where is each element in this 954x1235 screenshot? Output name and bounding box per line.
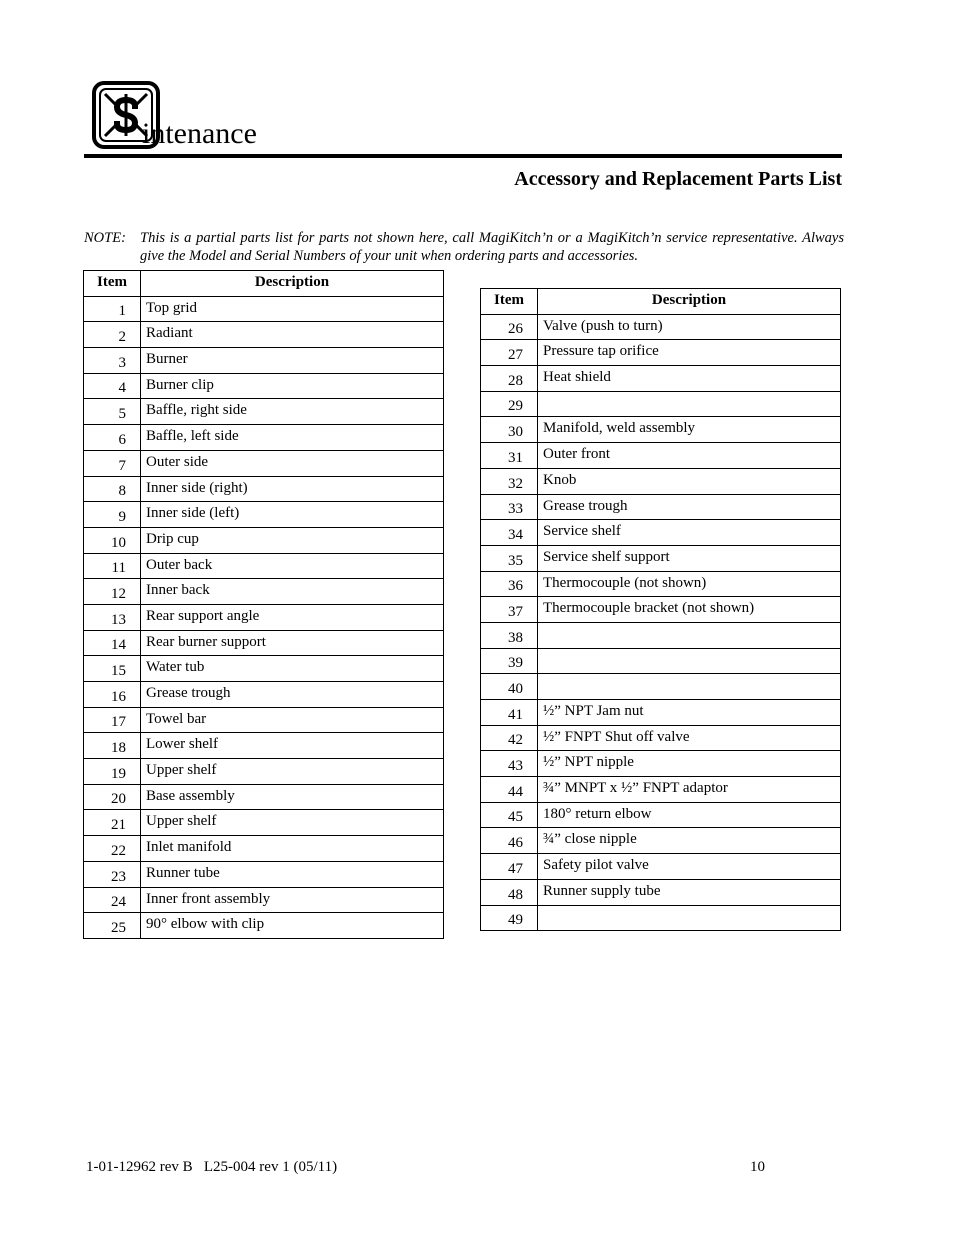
item-description: Inlet manifold [141,836,444,862]
table-row [481,700,841,726]
item-description: Grease trough [538,494,841,520]
item-number: 28 [481,366,538,392]
table-row [481,443,841,469]
footer-page-number: 10 [750,1159,765,1175]
item-number: 44 [481,777,538,803]
table-row [84,733,444,759]
item-number: 36 [481,571,538,597]
item-description: Service shelf [538,520,841,546]
item-number: 15 [84,656,141,682]
item-number: 18 [84,733,141,759]
table-row [84,759,444,785]
item-number: 22 [84,836,141,862]
parts-table-left [83,270,444,939]
table-row [481,314,841,340]
parts-table-right [480,288,841,931]
item-number: 34 [481,520,538,546]
table-row [481,545,841,571]
table-row [84,784,444,810]
item-description: Burner [141,348,444,374]
item-number: 35 [481,545,538,571]
item-number: 45 [481,802,538,828]
table-row [481,725,841,751]
item-number: 1 [84,296,141,322]
item-description: Rear burner support [141,630,444,656]
table-row [84,913,444,939]
item-number: 37 [481,597,538,623]
table-row [481,674,841,700]
item-description: Safety pilot valve [538,854,841,880]
item-number: 38 [481,622,538,648]
item-number: 48 [481,879,538,905]
item-description: Upper shelf [141,810,444,836]
item-description: ¾” MNPT x ½” FNPT adaptor [538,777,841,803]
item-description [538,391,841,417]
table-row [481,802,841,828]
item-number: 25 [84,913,141,939]
table-row [481,648,841,674]
table-row [481,777,841,803]
item-description: Inner back [141,579,444,605]
table-row [481,494,841,520]
item-number: 5 [84,399,141,425]
item-number: 26 [481,314,538,340]
item-number: 11 [84,553,141,579]
table-row [481,854,841,880]
item-description: Inner side (left) [141,502,444,528]
table-row [84,630,444,656]
item-description: Valve (push to turn) [538,314,841,340]
item-description: Outer side [141,450,444,476]
item-number: 47 [481,854,538,880]
item-number: 4 [84,373,141,399]
item-description: Upper shelf [141,759,444,785]
item-number: 23 [84,861,141,887]
item-description: Rear support angle [141,604,444,630]
item-description: Heat shield [538,366,841,392]
item-description: Grease trough [141,682,444,708]
item-number: 13 [84,604,141,630]
item-description: Top grid [141,296,444,322]
table-row [481,828,841,854]
table-row [481,417,841,443]
table-row [84,861,444,887]
item-description: Thermocouple (not shown) [538,571,841,597]
table-header-row [481,289,841,315]
item-description: Runner tube [141,861,444,887]
item-description: ½” FNPT Shut off valve [538,725,841,751]
note-text: This is a partial parts list for parts not shown here, call MagiKitch’n or a MagiKitch’n service representative. Always give the Model and Serial Numbers of your unit when ordering parts and accessories. [140,230,844,264]
item-description: ½” NPT Jam nut [538,700,841,726]
table-row [84,502,444,528]
item-number: 12 [84,579,141,605]
item-number: 3 [84,348,141,374]
item-number: 24 [84,887,141,913]
item-description: Inner side (right) [141,476,444,502]
item-description [538,648,841,674]
table-row [84,887,444,913]
item-description: Baffle, left side [141,425,444,451]
table-row [84,425,444,451]
item-description: Outer front [538,443,841,469]
table-row [84,707,444,733]
item-description: Knob [538,468,841,494]
item-number: 33 [481,494,538,520]
item-number: 7 [84,450,141,476]
item-description [538,622,841,648]
item-description: Towel bar [141,707,444,733]
item-description: Baffle, right side [141,399,444,425]
item-description: 180° return elbow [538,802,841,828]
item-number: 41 [481,700,538,726]
item-number: 46 [481,828,538,854]
item-number: 29 [481,391,538,417]
item-number: 10 [84,527,141,553]
footer-doc-number: 1-01-12962 rev B L25-004 rev 1 (05/11) [86,1159,338,1175]
item-description: Service shelf support [538,545,841,571]
table-row [84,450,444,476]
table-row [84,399,444,425]
table-row [84,604,444,630]
item-description: Base assembly [141,784,444,810]
item-number: 39 [481,648,538,674]
item-number: 32 [481,468,538,494]
item-description: Drip cup [141,527,444,553]
item-description: ½” NPT nipple [538,751,841,777]
table-row [481,391,841,417]
item-description: Manifold, weld assembly [538,417,841,443]
header-divider [84,154,842,158]
item-description [538,905,841,931]
item-description [538,674,841,700]
page-title: intenance [142,117,257,150]
table-row [84,553,444,579]
item-number: 20 [84,784,141,810]
item-number: 19 [84,759,141,785]
table-row [481,879,841,905]
item-number: 27 [481,340,538,366]
table-row [481,571,841,597]
table-row [84,810,444,836]
item-number: 9 [84,502,141,528]
table-header-row [84,271,444,297]
item-description: Thermocouple bracket (not shown) [538,597,841,623]
item-description: Radiant [141,322,444,348]
item-number: 17 [84,707,141,733]
item-number: 42 [481,725,538,751]
table-row [481,905,841,931]
item-number: 49 [481,905,538,931]
item-description: Water tub [141,656,444,682]
item-description: Runner supply tube [538,879,841,905]
table-row [481,622,841,648]
table-row [481,340,841,366]
item-number: 31 [481,443,538,469]
item-description: ¾” close nipple [538,828,841,854]
table-row [84,579,444,605]
column-header-item: Item [84,271,141,297]
item-description: Inner front assembly [141,887,444,913]
table-row [481,366,841,392]
item-number: 21 [84,810,141,836]
table-row [84,836,444,862]
table-row [84,373,444,399]
item-number: 14 [84,630,141,656]
table-row [84,348,444,374]
column-header-item: Item [481,289,538,315]
item-number: 30 [481,417,538,443]
note [84,229,844,265]
table-row [84,682,444,708]
table-row [84,527,444,553]
table-row [84,656,444,682]
item-description: 90° elbow with clip [141,913,444,939]
item-number: 16 [84,682,141,708]
column-header-description: Description [538,289,841,315]
table-row [84,322,444,348]
column-header-description: Description [141,271,444,297]
table-row [481,468,841,494]
item-number: 8 [84,476,141,502]
item-number: 40 [481,674,538,700]
item-number: 2 [84,322,141,348]
table-row [481,520,841,546]
item-number: 6 [84,425,141,451]
item-description: Burner clip [141,373,444,399]
item-description: Lower shelf [141,733,444,759]
table-row [481,597,841,623]
item-description: Outer back [141,553,444,579]
table-row [84,476,444,502]
item-description: Pressure tap orifice [538,340,841,366]
section-title: Accessory and Replacement Parts List [514,168,842,190]
table-row [84,296,444,322]
note-label: NOTE: [84,230,126,246]
item-number: 43 [481,751,538,777]
table-row [481,751,841,777]
